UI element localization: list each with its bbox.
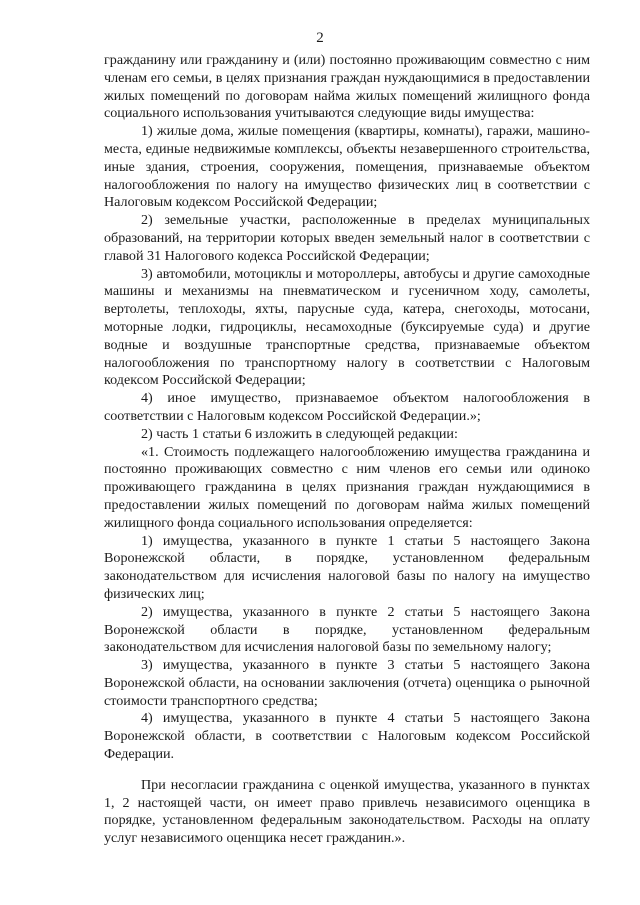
paragraph-amendment-2: 2) часть 1 статьи 6 изложить в следующей редакции: xyxy=(141,425,458,442)
paragraph-valuation-1: 1) имущества, указанного в пункте 1 статьи 5 настоящего Закона Воронежской области, в порядке, установленном федеральным законодательством для исчисления налоговой базы по налогу на имущество физических лиц; xyxy=(104,532,590,602)
paragraph-item-4: 4) иное имущество, признаваемое объектом налогообложения в соответствии с Налоговым кодексом Российской Федерации.»; xyxy=(104,390,590,424)
paragraph-item-1: 1) жилые дома, жилые помещения (квартиры, комнаты), гаражи, машино-места, единые недвижимые комплексы, объекты незавершенного строительства, иные здания, строения, сооружения, помещения, признаваемые объектом налогообложения по налогу на имущество физических лиц в соответствии с Налоговым кодексом Российской Федерации; xyxy=(104,123,590,211)
paragraph-intro: гражданину или гражданину и (или) постоянно проживающим совместно с ним членам его семьи, в целях признания граждан нуждающимися в предоставлении жилых помещений по договорам найма жилых помещений жилищного фонда социального использования учитываются следующие виды имущества: xyxy=(104,52,590,122)
paragraph-valuation-4: 4) имущества, указанного в пункте 4 статьи 5 настоящего Закона Воронежской области, в соответствии с Налоговым кодексом Российской Федерации. xyxy=(104,710,590,763)
document-body xyxy=(104,52,590,848)
paragraph-valuation-3: 3) имущества, указанного в пункте 3 статьи 5 настоящего Закона Воронежской области, на основании заключения (отчета) оценщика о рыночной стоимости транспортного средства; xyxy=(104,657,590,709)
page-number: 2 xyxy=(316,30,324,46)
paragraph-independent-appraiser: При несогласии гражданина с оценкой имущества, указанного в пунктах 1, 2 настоящей части, он имеет право привлечь независимого оценщика в порядке, установленном федеральным законодательством. Расходы на оплату услуг независимого оценщика несет гражданин.». xyxy=(104,776,590,847)
paragraph-item-3: 3) автомобили, мотоциклы и мотороллеры, автобусы и другие самоходные машины и механизмы на пневматическом и гусеничном ходу, самолеты, вертолеты, теплоходы, яхты, парусные суда, катера, снегоходы, мотосани, моторные лодки, гидроциклы, несамоходные (буксируемые суда) и другие водные и воздушные транспортные средства, признаваемые объектом налогообложения по транспортному налогу в соответствии с Налоговым кодексом Российской Федерации; xyxy=(104,265,590,389)
paragraph-article-6-part-1: «1. Стоимость подлежащего налогообложению имущества гражданина и постоянно проживающих совместно с ним членов его семьи или одиноко проживающего гражданина в целях признания граждан нуждающимися в предоставлении жилых помещений по договорам найма жилых помещений жилищного фонда социального использования определяется: xyxy=(104,443,590,531)
paragraph-valuation-2: 2) имущества, указанного в пункте 2 статьи 5 настоящего Закона Воронежской области в порядке, установленном федеральным законодательством для исчисления налоговой базы по земельному налогу; xyxy=(104,603,590,656)
paragraph-item-2: 2) земельные участки, расположенные в пределах муниципальных образований, на территории которых введен земельный налог в соответствии с главой 31 Налогового кодекса Российской Федерации; xyxy=(104,212,590,264)
